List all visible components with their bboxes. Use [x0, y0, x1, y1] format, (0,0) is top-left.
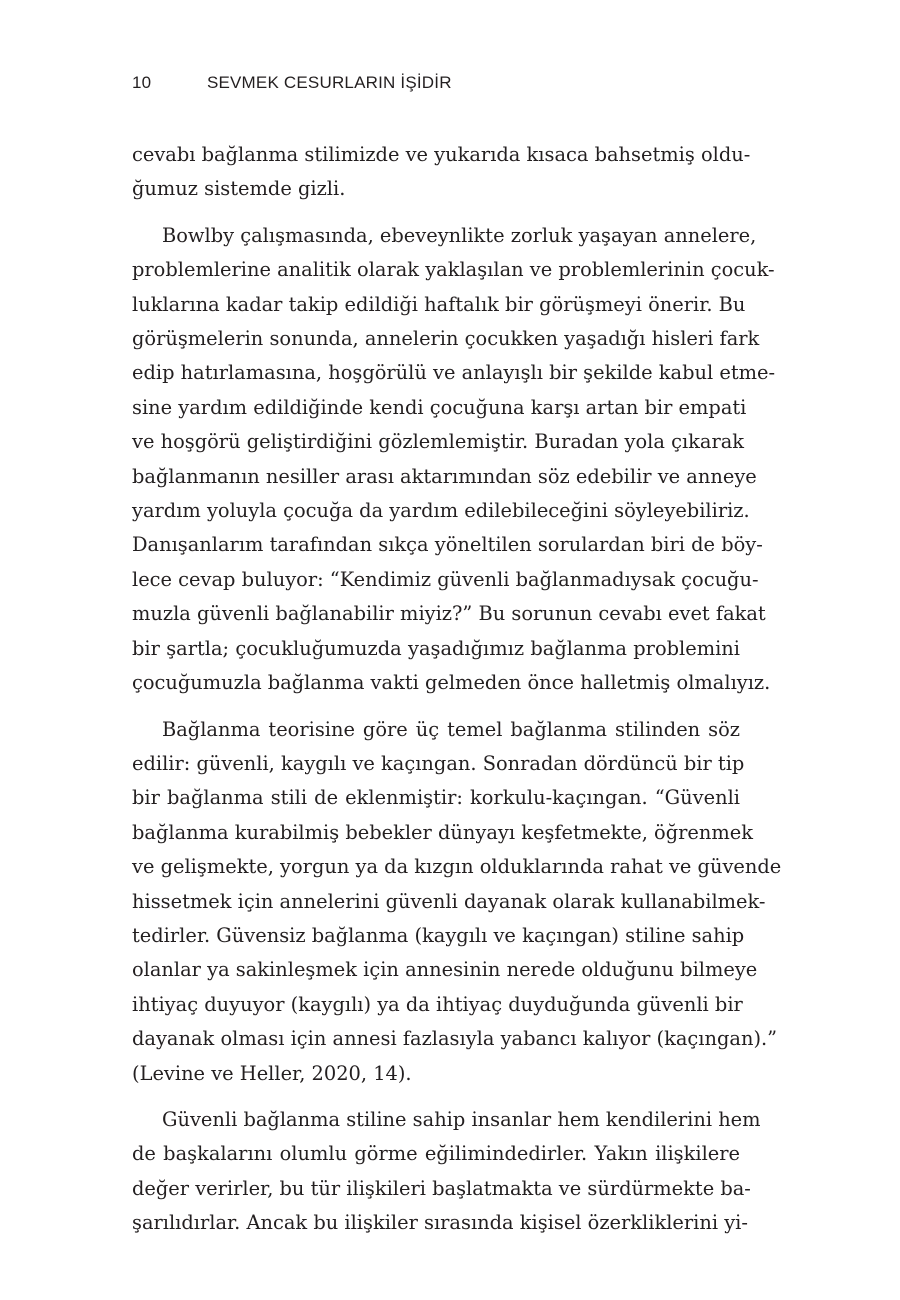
text-line: Bağlanma teorisine göre üç temel bağlanma stilinden söz: [162, 717, 740, 741]
text-line: çocuğumuzla bağlanma vakti gelmeden önce halletmiş olmalıyız.: [132, 671, 771, 695]
text-line: bir bağlanma stili de eklenmiştir: korkulu-kaçıngan. “Güvenli: [132, 786, 740, 810]
text-line: ve hoşgörü geliştirdiğini gözlemlemiştir. Buradan yola çıkarak: [132, 430, 745, 454]
text-line: muzla güvenli bağlanabilir miyiz?” Bu sorunun cevabı evet fakat: [132, 602, 766, 626]
text-line: bir şartla; çocukluğumuzda yaşadığımız bağlanma problemini: [132, 636, 740, 660]
paragraph: [132, 1103, 761, 1241]
text-line: yardım yoluyla çocuğa da yardım edilebileceğini söyleyebiliriz.: [132, 499, 750, 523]
paragraph: [132, 713, 782, 1091]
text-line: ve gelişmekte, yorgun ya da kızgın olduklarında rahat ve güvende: [132, 855, 782, 879]
text-line: sine yardım edildiğinde kendi çocuğuna karşı artan bir empati: [132, 395, 747, 419]
text-line: ğumuz sistemde gizli.: [132, 177, 346, 201]
text-line: edip hatırlamasına, hoşgörülü ve anlayışlı bir şekilde kabul etme-: [132, 361, 776, 385]
text-line: Danışanlarım tarafından sıkça yöneltilen sorulardan biri de böy-: [132, 533, 763, 557]
text-line: değer verirler, bu tür ilişkileri başlatmakta ve sürdürmekte ba-: [132, 1176, 751, 1200]
text-line: bağlanmanın nesiller arası aktarımından söz edebilir ve anneye: [132, 464, 757, 488]
paragraph: [132, 219, 776, 701]
text-line: edilir: güvenli, kaygılı ve kaçıngan. Sonradan dördüncü bir tip: [132, 751, 745, 775]
text-line: (Levine ve Heller, 2020, 14).: [132, 1061, 412, 1085]
text-line: hissetmek için annelerini güvenli dayanak olarak kullanabilmek-: [132, 889, 766, 913]
text-line: cevabı bağlanma stilimizde ve yukarıda kısaca bahsetmiş oldu-: [132, 143, 751, 166]
body-text: [132, 138, 782, 1253]
text-line: şarılıdırlar. Ancak bu ilişkiler sırasında kişisel özerkliklerini yi-: [132, 1211, 748, 1235]
text-line: de başkalarını olumlu görme eğilimindedirler. Yakın ilişkilere: [132, 1142, 740, 1166]
text-line: Güvenli bağlanma stiline sahip insanlar hem kendilerini hem: [162, 1107, 761, 1131]
text-line: lece cevap buluyor: “Kendimiz güvenli bağlanmadıysak çocuğu-: [132, 567, 759, 591]
text-line: ihtiyaç duyuyor (kaygılı) ya da ihtiyaç duyduğunda güvenli bir: [132, 992, 743, 1016]
text-line: tedirler. Güvensiz bağlanma (kaygılı ve kaçıngan) stiline sahip: [132, 923, 745, 947]
text-line: görüşmelerin sonunda, annelerin çocukken yaşadığı hisleri fark: [132, 327, 760, 351]
paragraph: [132, 138, 751, 207]
text-line: olanlar ya sakinleşmek için annesinin nerede olduğunu bilmeye: [132, 958, 758, 982]
page-number: 10: [132, 73, 152, 92]
text-line: Bowlby çalışmasında, ebeveynlikte zorluk yaşayan annelere,: [162, 223, 757, 247]
running-title: SEVMEK CESURLARIN İŞİDİR: [206, 73, 452, 92]
running-header: [132, 73, 452, 93]
text-line: dayanak olması için annesi fazlasıyla yabancı kalıyor (kaçıngan).”: [132, 1027, 778, 1051]
text-line: bağlanma kurabilmiş bebekler dünyayı keşfetmekte, öğrenmek: [132, 820, 753, 844]
text-line: problemlerine analitik olarak yaklaşılan ve problemlerinin çocuk-: [132, 258, 775, 282]
text-line: luklarına kadar takip edildiği haftalık bir görüşmeyi önerir. Bu: [132, 292, 746, 316]
